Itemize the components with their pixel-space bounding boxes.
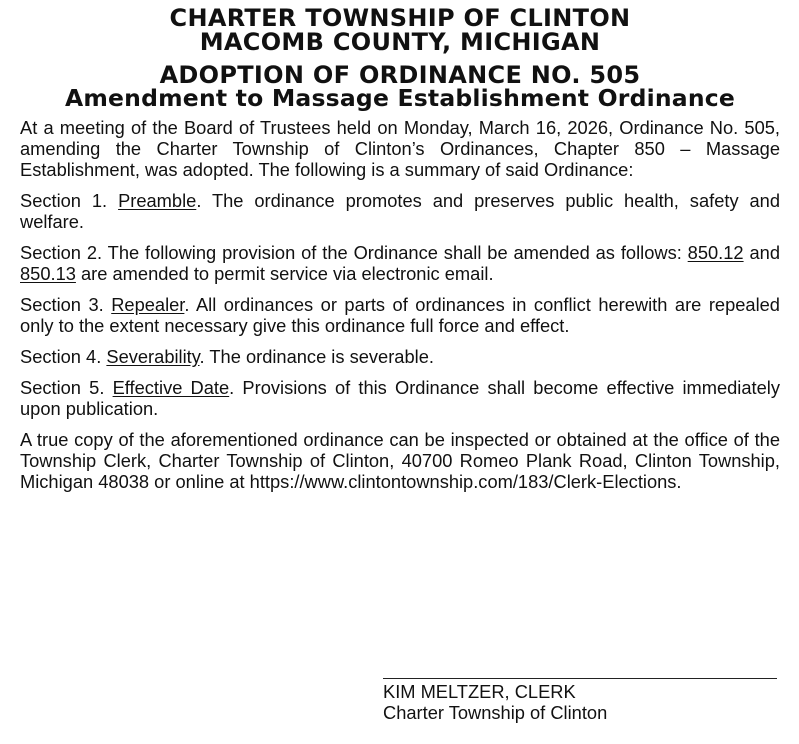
signature-block [383,678,777,723]
intro-paragraph: At a meeting of the Board of Trustees held on Monday, March 16, 2026, Ordinance No. 505, amending the Charter Township of Clinton’s Ordinances, Chapter 850 – Massage Establishment, was adopted. The following is a summary of said Ordinance: [20,116,780,180]
section-5-prefix: Section 5. [20,376,113,398]
section-1-prefix: Section 1. [20,189,119,211]
section-4 [20,346,780,367]
section-3-heading: Repealer [111,293,185,315]
notice-header [20,6,780,111]
clerk-title: Charter Township of Clinton [383,702,608,723]
ordinance-subtitle: Amendment to Massage Establishment Ordinance [64,84,736,112]
ordinance-title: ADOPTION OF ORDINANCE NO. 505 [159,61,641,89]
section-1 [20,190,780,232]
section-2-text: are amended to permit service via electronic email. [75,262,494,284]
section-1-heading: Preamble [118,189,197,211]
section-2-prefix: Section 2. The following provision of the Ordinance shall be amended as follows: [20,241,688,263]
section-1-text: . The ordinance promotes and preserves public health, safety and welfare. [20,189,780,232]
section-2 [20,242,780,284]
section-5-text: . Provisions of this Ordinance shall become effective immediately upon publication. [20,376,780,419]
section-3-text: . All ordinances or parts of ordinances in conflict herewith are repealed only to the extent necessary give this ordinance full force and effect. [20,293,780,336]
clerk-name: KIM MELTZER, CLERK [383,681,576,702]
county-state: MACOMB COUNTY, MICHIGAN [199,28,601,56]
section-3 [20,294,780,336]
section-3-prefix: Section 3. [20,293,112,315]
closing-paragraph: A true copy of the aforementioned ordinance can be inspected or obtained at the office of the Township Clerk, Charter Township of Clinton, 40700 Romeo Plank Road, Clinton Township, Michigan 48038 or online at https://www.clintontownship.com/183/Clerk-Elections. [20,428,780,492]
section-5 [20,377,780,419]
township-name: CHARTER TOWNSHIP OF CLINTON [169,4,631,32]
section-2-mid: and [743,241,780,263]
section-2-ref-2: 850.13 [20,262,76,284]
public-notice [20,6,780,502]
section-2-ref-1: 850.12 [687,241,744,263]
section-5-heading: Effective Date [112,376,230,398]
section-4-heading: Severability [106,345,200,367]
section-4-text: . The ordinance is severable. [199,345,434,367]
section-4-prefix: Section 4. [20,345,107,367]
